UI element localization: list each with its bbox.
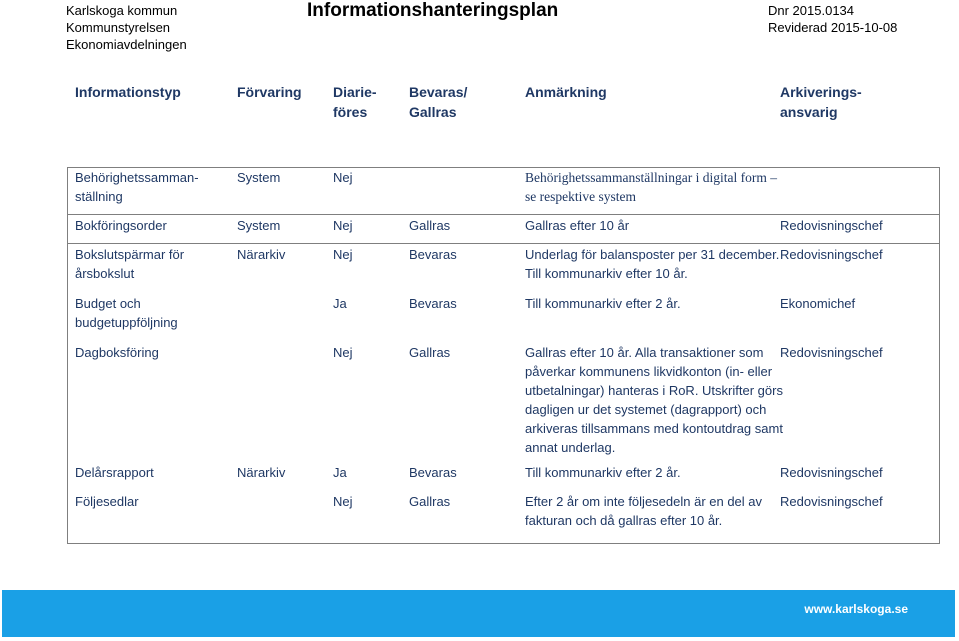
cell-responsible: Redovisningschef bbox=[780, 218, 883, 233]
org-line: Kommunstyrelsen bbox=[66, 20, 171, 35]
cell-retention: Gallras bbox=[409, 345, 451, 360]
cell-note: Till kommunarkiv efter 2 år. bbox=[525, 465, 681, 480]
cell-retention: Bevaras bbox=[409, 296, 457, 311]
row-divider bbox=[67, 214, 940, 215]
cell-type: Dagboksföring bbox=[75, 345, 159, 360]
website-link[interactable]: www.karlskoga.se bbox=[804, 602, 908, 616]
org-line: Karlskoga kommun bbox=[66, 3, 178, 18]
cell-type: Följesedlar bbox=[75, 494, 139, 509]
cell-storage: Närarkiv bbox=[237, 465, 286, 480]
cell-retention: Bevaras bbox=[409, 247, 457, 262]
col-header-type: Informationstyp bbox=[75, 84, 181, 100]
cell-type: Budget och budgetuppföljning bbox=[75, 296, 178, 330]
cell-type: Bokslutspärmar för årsbokslut bbox=[75, 247, 185, 281]
cell-registered: Nej bbox=[333, 247, 353, 262]
col-header-registered: Diarie- föres bbox=[333, 84, 377, 120]
cell-responsible: Redovisningschef bbox=[780, 345, 883, 360]
cell-registered: Nej bbox=[333, 218, 353, 233]
cell-type: Delårsrapport bbox=[75, 465, 154, 480]
cell-note: Behörighetssammanställningar i digital form – se respektive system bbox=[525, 170, 777, 204]
org-line: Ekonomiavdelningen bbox=[66, 37, 187, 52]
cell-registered: Ja bbox=[333, 465, 347, 480]
col-header-note: Anmärkning bbox=[525, 84, 607, 100]
cell-note: Gallras efter 10 år. Alla transaktioner som påverkar kommunens likvidkonton (in- eller utbetalningar) hanteras i RoR. Utskrifter görs dagligen ur det systemet (dagrapport) och arkiveras tillsammans med kontoutdrag samt annat underlag. bbox=[525, 345, 783, 455]
cell-registered: Nej bbox=[333, 494, 353, 509]
cell-storage: System bbox=[237, 218, 281, 233]
page-title: Informationshanteringsplan bbox=[307, 0, 559, 21]
cell-note: Underlag för balansposter per 31 december. Till kommunarkiv efter 10 år. bbox=[525, 247, 780, 281]
cell-responsible: Redovisningschef bbox=[780, 465, 883, 480]
col-header-responsible: Arkiverings- ansvarig bbox=[780, 84, 862, 120]
col-header-retention: Bevaras/ Gallras bbox=[409, 84, 468, 120]
cell-retention: Gallras bbox=[409, 494, 451, 509]
cell-registered: Nej bbox=[333, 345, 353, 360]
cell-note: Till kommunarkiv efter 2 år. bbox=[525, 296, 681, 311]
cell-responsible: Ekonomichef bbox=[780, 296, 856, 311]
doc-number: Dnr 2015.0134 bbox=[768, 3, 855, 18]
cell-note: Gallras efter 10 år bbox=[525, 218, 630, 233]
doc-info bbox=[768, 2, 897, 36]
cell-retention: Gallras bbox=[409, 218, 451, 233]
cell-storage: System bbox=[237, 170, 281, 185]
cell-storage: Närarkiv bbox=[237, 247, 286, 262]
revision-date: Reviderad 2015-10-08 bbox=[768, 20, 898, 35]
org-block bbox=[66, 2, 187, 53]
cell-type: Behörighetssamman- ställning bbox=[75, 170, 199, 204]
cell-note: Efter 2 år om inte följesedeln är en del av fakturan och då gallras efter 10 år. bbox=[525, 494, 763, 528]
cell-type: Bokföringsorder bbox=[75, 218, 167, 233]
row-divider bbox=[67, 243, 940, 244]
cell-responsible: Redovisningschef bbox=[780, 494, 883, 509]
cell-retention: Bevaras bbox=[409, 465, 457, 480]
col-header-storage: Förvaring bbox=[237, 84, 302, 100]
cell-registered: Ja bbox=[333, 296, 347, 311]
cell-registered: Nej bbox=[333, 170, 353, 185]
cell-responsible: Redovisningschef bbox=[780, 247, 883, 262]
footer-bar bbox=[2, 590, 955, 637]
